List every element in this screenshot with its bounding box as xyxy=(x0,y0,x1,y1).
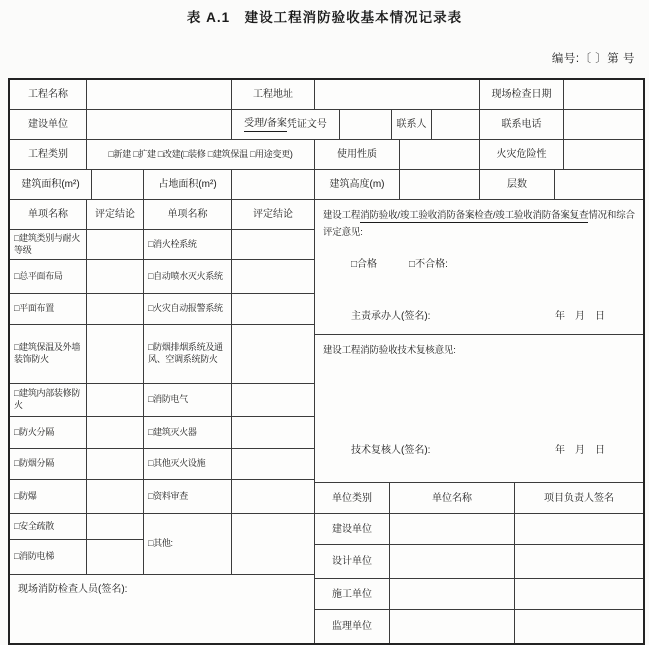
checklist-result-value[interactable] xyxy=(87,384,144,417)
unit-row-supervision-name[interactable] xyxy=(390,610,515,643)
tech-review-section xyxy=(315,335,643,483)
result-header-1: 评定结论 xyxy=(87,200,144,230)
opinion-prefix: 建设工程 xyxy=(323,210,361,221)
acceptance-opinion-section xyxy=(315,200,643,335)
land-area-label: 占地面积(m²) xyxy=(144,170,232,200)
date-placeholder: 年 月 日 xyxy=(555,311,605,322)
checklist-item-site-plan[interactable]: □总平面布局 xyxy=(10,260,87,294)
checklist-result-value[interactable] xyxy=(232,449,315,480)
checklist-item-smoke-hvac-system[interactable]: □防烟排烟系统及通风、空调系统防火 xyxy=(144,325,232,384)
doc-number: 编号:〔 〕第 号 xyxy=(551,53,635,65)
project-name-label: 工程名称 xyxy=(10,80,87,110)
inspection-date-value[interactable] xyxy=(564,80,643,110)
checklist-item-fire-resistance-class[interactable]: □建筑类别与耐火等级 xyxy=(10,230,87,260)
fail-checkbox[interactable]: □不合格: xyxy=(409,259,448,271)
checklist-item-document-review[interactable]: □资料审查 xyxy=(144,480,232,514)
construction-unit-label: 建设单位 xyxy=(10,110,87,140)
unit-leader-header: 项目负责人签名 xyxy=(515,483,643,514)
unit-type-header: 单位类别 xyxy=(315,483,390,514)
checklist-item-explosion-protection[interactable]: □防爆 xyxy=(10,480,87,514)
checklist-result-value[interactable] xyxy=(87,540,144,575)
permit-number-value[interactable] xyxy=(340,110,392,140)
fire-hazard-value[interactable] xyxy=(564,140,643,170)
checklist-item-other-extinguishing[interactable]: □其他灭火设施 xyxy=(144,449,232,480)
checklist-item-fire-alarm-system[interactable]: □火灾自动报警系统 xyxy=(144,294,232,325)
checklist-result-value[interactable] xyxy=(232,260,315,294)
unit-row-design-signature[interactable] xyxy=(515,545,643,579)
permit-number-rest: 凭证文号 xyxy=(286,119,327,130)
form-table xyxy=(8,78,645,645)
checklist-result-value[interactable] xyxy=(87,230,144,260)
checklist-item-interior-finish[interactable]: □建筑内部装修防火 xyxy=(10,384,87,417)
tech-review-title: 建设工程消防验收技术复核意见: xyxy=(323,345,456,356)
building-area-label: 建筑面积(m²) xyxy=(10,170,92,200)
checklist-item-sprinkler-system[interactable]: □自动喷水灭火系统 xyxy=(144,260,232,294)
checklist-item-fire-compartment[interactable]: □防火分隔 xyxy=(10,417,87,449)
unit-row-construction-label: 建设单位 xyxy=(315,514,390,545)
checklist-item-fire-elevator[interactable]: □消防电梯 xyxy=(10,540,87,575)
unit-row-design-name[interactable] xyxy=(390,545,515,579)
fire-hazard-label: 火灾危险性 xyxy=(480,140,564,170)
checklist-item-floor-plan[interactable]: □平面布置 xyxy=(10,294,87,325)
responsible-signer-label[interactable]: 主责承办人(签名): xyxy=(351,311,431,322)
unit-name-header: 单位名称 xyxy=(390,483,515,514)
land-area-value[interactable] xyxy=(232,170,315,200)
checklist-result-value[interactable] xyxy=(87,325,144,384)
checklist-result-value[interactable] xyxy=(87,294,144,325)
unit-row-supervision-signature[interactable] xyxy=(515,610,643,643)
checklist-item-smoke-compartment[interactable]: □防烟分隔 xyxy=(10,449,87,480)
result-header-2: 评定结论 xyxy=(232,200,315,230)
acceptance-opinion-text xyxy=(323,207,635,241)
unit-row-construction-signature[interactable] xyxy=(515,514,643,545)
project-category-label: 工程类别 xyxy=(10,140,87,170)
usage-nature-value[interactable] xyxy=(400,140,480,170)
checklist-result-value[interactable] xyxy=(232,480,315,514)
unit-row-builder-name[interactable] xyxy=(390,579,515,610)
item-name-header-2: 单项名称 xyxy=(144,200,232,230)
responsible-sign-line xyxy=(351,307,605,322)
usage-nature-label: 使用性质 xyxy=(315,140,400,170)
permit-number-label xyxy=(232,110,340,140)
date-placeholder: 年 月 日 xyxy=(555,445,605,456)
contact-person-label: 联系人 xyxy=(392,110,432,140)
unit-row-design-label: 设计单位 xyxy=(315,545,390,579)
checklist-result-value[interactable] xyxy=(232,230,315,260)
unit-row-construction-name[interactable] xyxy=(390,514,515,545)
project-address-label: 工程地址 xyxy=(232,80,315,110)
checklist-result-value[interactable] xyxy=(232,514,315,575)
pass-checkbox[interactable]: □合格 xyxy=(351,259,378,271)
pass-fail-line xyxy=(351,255,643,270)
building-area-value[interactable] xyxy=(92,170,144,200)
project-address-value[interactable] xyxy=(315,80,480,110)
checklist-item-extinguishers[interactable]: □建筑灭火器 xyxy=(144,417,232,449)
checklist-result-value[interactable] xyxy=(232,417,315,449)
checklist-result-value[interactable] xyxy=(87,260,144,294)
unit-row-builder-signature[interactable] xyxy=(515,579,643,610)
checklist-item-evacuation[interactable]: □安全疏散 xyxy=(10,514,87,540)
construction-unit-value[interactable] xyxy=(87,110,232,140)
project-name-value[interactable] xyxy=(87,80,232,110)
checklist-item-hydrant-system[interactable]: □消火栓系统 xyxy=(144,230,232,260)
inspection-date-label: 现场检查日期 xyxy=(480,80,564,110)
item-name-header-1: 单项名称 xyxy=(10,200,87,230)
building-height-value[interactable] xyxy=(400,170,480,200)
floors-value[interactable] xyxy=(555,170,643,200)
checklist-result-value[interactable] xyxy=(87,514,144,540)
checklist-result-value[interactable] xyxy=(87,449,144,480)
checklist-result-value[interactable] xyxy=(232,384,315,417)
checklist-result-value[interactable] xyxy=(87,417,144,449)
checklist-result-value[interactable] xyxy=(232,325,315,384)
contact-phone-value[interactable] xyxy=(564,110,643,140)
building-height-label: 建筑高度(m) xyxy=(315,170,400,200)
tech-reviewer-label[interactable]: 技术复核人(签名): xyxy=(351,445,431,456)
form-title: 表 A.1 建设工程消防验收基本情况记录表 xyxy=(186,10,463,25)
opinion-underlined: 消防验收/竣工验收消防备案检查/竣工验收消防备案复查 xyxy=(360,210,589,221)
contact-person-value[interactable] xyxy=(432,110,480,140)
checklist-item-fire-electrical[interactable]: □消防电气 xyxy=(144,384,232,417)
contact-phone-label: 联系电话 xyxy=(480,110,564,140)
permit-number-underlined: 受理/备案 xyxy=(244,117,287,132)
unit-row-builder-label: 施工单位 xyxy=(315,579,390,610)
floors-label: 层数 xyxy=(480,170,555,200)
inspector-signature-cell[interactable]: 现场消防检查人员(签名): xyxy=(10,575,315,643)
opinion-suffix: 情况和综合评定意见: xyxy=(323,210,635,239)
project-category-options[interactable]: □新建 □扩建 □改建(□装修 □建筑保温 □用途变更) xyxy=(87,140,315,170)
checklist-result-value[interactable] xyxy=(87,480,144,514)
unit-row-supervision-label: 监理单位 xyxy=(315,610,390,643)
checklist-result-value[interactable] xyxy=(232,294,315,325)
tech-review-sign-line xyxy=(351,441,605,456)
checklist-item-other[interactable]: □其他: xyxy=(144,514,232,575)
checklist-item-insulation-facade[interactable]: □建筑保温及外墙装饰防火 xyxy=(10,325,87,384)
